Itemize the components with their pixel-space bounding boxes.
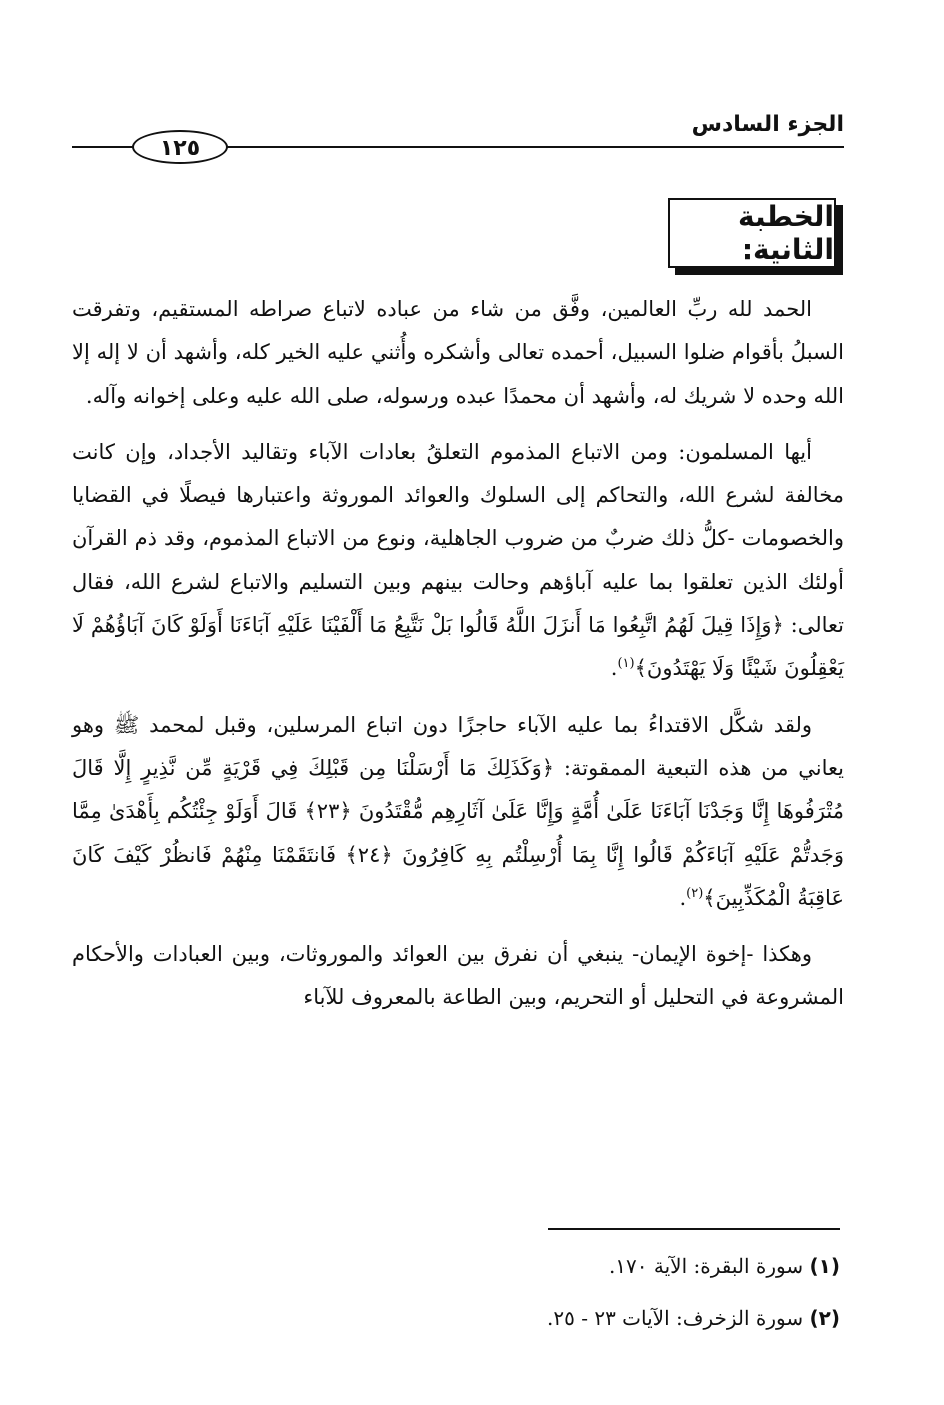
footnote-ref: (٢) — [686, 885, 704, 901]
footnote-rule — [548, 1228, 840, 1230]
paragraph-1 — [72, 288, 844, 418]
footnote-text: سورة البقرة: الآية ١٧٠. — [608, 1254, 804, 1278]
page-header — [72, 108, 844, 170]
body-text — [72, 288, 844, 1033]
footnote-1 — [300, 1240, 840, 1292]
footnote-2 — [300, 1292, 840, 1344]
paragraph-end: . — [679, 885, 687, 910]
quran-quote: ﴿وَإِذَا قِيلَ لَهُمُ اتَّبِعُوا مَا أَنزَلَ اللَّهُ قَالُوا بَلْ نَتَّبِعُ مَا أَلْفَيْنَا عَلَيْهِ آبَاءَنَا أَوَلَوْ كَانَ آبَاؤُهُمْ لَا يَعْقِلُونَ شَيْئًا وَلَا يَهْتَدُونَ﴾ — [72, 613, 844, 681]
quran-quote: ﴿وَكَذَلِكَ مَا أَرْسَلْنَا مِن قَبْلِكَ فِي قَرْيَةٍ مِّن نَّذِيرٍ إِلَّا قَالَ مُتْرَفُوهَا إِنَّا وَجَدْنَا آبَاءَنَا عَلَىٰ أُمَّةٍ وَإِنَّا عَلَىٰ آثَارِهِم مُّقْتَدُونَ ﴿٢٣﴾ قَالَ أَوَلَوْ جِئْتُكُم بِأَهْدَىٰ مِمَّا وَجَدتُّمْ عَلَيْهِ آبَاءَكُمْ قَالُوا إِنَّا بِمَا أُرْسِلْتُم بِهِ كَافِرُونَ ﴿٢٤﴾ فَانتَقَمْنَا مِنْهُمْ فَانظُرْ كَيْفَ كَانَ عَاقِبَةُ الْمُكَذِّبِينَ﴾ — [72, 755, 844, 910]
footnote-number: (٢) — [809, 1306, 840, 1330]
section-heading: الخطبة الثانية: — [738, 200, 834, 266]
paragraph-text: وهكذا -إخوة الإيمان- ينبغي أن نفرق بين العوائد والموروثات، وبين العبادات والأحكام المشروعة في التحليل أو التحريم، وبين الطاعة بالمعروف للآباء — [72, 942, 844, 1010]
footnote-ref: (١) — [617, 656, 635, 672]
page-number: ١٢٥ — [132, 130, 228, 164]
paragraph-2 — [72, 431, 844, 691]
footnotes — [300, 1240, 840, 1344]
paragraph-4 — [72, 933, 844, 1020]
paragraph-text: الحمد لله ربِّ العالمين، وفَّق من شاء من عباده لاتباع صراطه المستقيم، وتفرقت السبلُ بأقوام ضلوا السبيل، أحمده تعالى وأشكره وأُثني عليه الخير كله، وأشهد أن لا إله إلا الله وحده لا شريك له، وأشهد أن محمدًا عبده ورسوله، صلى الله عليه وعلى إخوانه وآله. — [72, 297, 844, 408]
footnote-text: سورة الزخرف: الآيات ٢٣ - ٢٥. — [547, 1306, 804, 1330]
running-title: الجزء السادس — [686, 112, 844, 137]
footnote-number: (١) — [809, 1254, 840, 1278]
paragraph-3 — [72, 704, 844, 920]
section-heading-box — [668, 198, 836, 268]
paragraph-text: أيها المسلمون: ومن الاتباع المذموم التعلقُ بعادات الآباء وتقاليد الأجداد، وإن كانت مخالفة لشرع الله، والتحاكم إلى السلوك والعوائد الموروثة واعتبارها فيصلًا في القضايا والخصومات -كلُّ ذلك ضربٌ من ضروب الجاهلية، ونوع من الاتباع المذموم، وقد ذم القرآن أولئك الذين تعلقوا بما عليه آباؤهم وحالت بينهم وبين التسليم والاتباع لشرع الله، فقال تعالى: — [72, 439, 844, 638]
paragraph-text: ولقد شكَّل الاقتداءُ بما عليه الآباء حاجزًا دون اتباع المرسلين، وقبل لمحمد ﷺ وهو يعاني من هذه التبعية الممقوتة: — [72, 712, 844, 780]
paragraph-end: . — [610, 656, 618, 681]
